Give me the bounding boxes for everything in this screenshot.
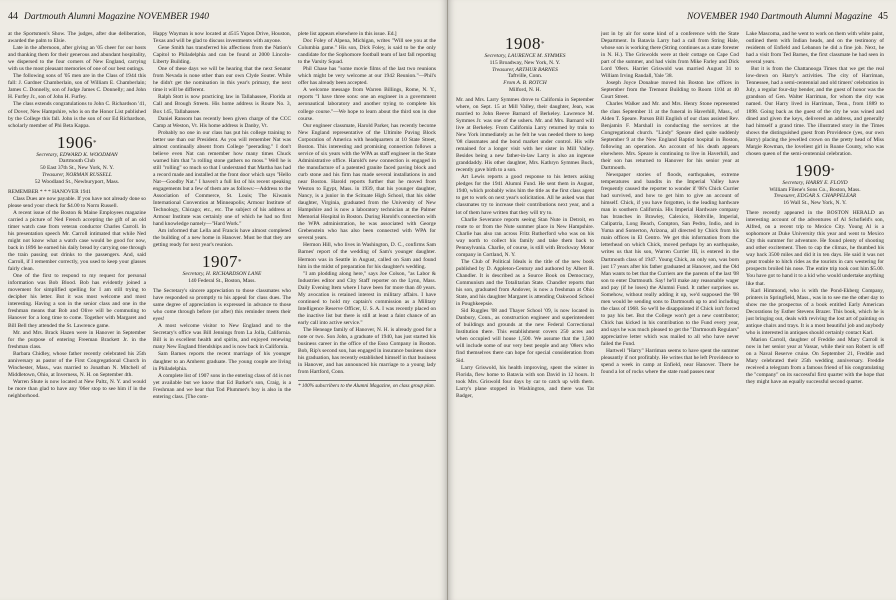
class-officer-line: Treasurer, NORMAN RUSSELL [42, 172, 112, 179]
class-officer-line: Secretary, LAURENCE M. SYMMES [484, 53, 566, 59]
class-officer-line: Dartmouth Club [59, 158, 95, 165]
class-heading [746, 162, 884, 207]
footnote: * 100% subscribers to the Alumni Magazine, on class group plan. [298, 380, 436, 390]
class-officer-line: Treasurer, EDGAR S. CHAPPELEAR [773, 193, 857, 200]
paragraph: Phil Chase has "some movie films of the last two reunions which might be very welcome at our 1942 Reunion."—Phil's offer has already been accepted. [298, 66, 436, 87]
paragraph: The following sons of '05 men are in the Class of 1944 this fall: J. Gardner Chamberlain, son of William E. Chamberlain; James C. Donnelly, son of Judge James C. Donnelly; and John H. Furfey Jr., son of John H. Furfey. [8, 73, 146, 101]
paragraph: Sam Barnes reports the recent marriage of his younger daughter to an Amherst graduate. The young couple are living in Philadelphia. [153, 351, 291, 372]
paragraph: Gene Smith has transferred his affections from the Nation's Capitol to Philadelphia and can be found at 2000 Lincoln-Liberty Building. [153, 45, 291, 66]
column-5 [601, 31, 739, 600]
class-year [8, 134, 146, 152]
class-officer-line: Taftville, Conn. [507, 73, 543, 80]
paragraph: "I am plodding along here," says Joe Colson, "as Labor & Industries editor and City Staff reporter on the Lynn, Mass. Daily Evening Item where I have been for more than 40 years. My avocation is retained interest in military affairs. I have continued to hold my captain's commission as a Military Intelligence Reserve Officer, U. S. A. I was recently placed on the inactive list but there is still at least a faint chance of an early call into active service." [298, 270, 436, 326]
class-officer-line: Secretary, EDWARD K. WOODMAN [36, 151, 118, 158]
subscriber-star: * [93, 138, 97, 147]
paragraph: There recently appeared in the BOSTON HERALD an interesting account of the adventures of Al Schofield's son, Alfred, on a recent trip to Mexico City. Young Al is a sophomore at Duke University this year and went to Mexico City this summer for adventure. He found plenty of shooting and other excitement. Then to cap the climax, he thumbed his way back 3500 miles and did it in ten days. He said it was not great trouble to hitch rides as the tourists in cars westering for prospects broiled his nose. The entire trip took cost him $5.00. You have got to hand it to a kid who would undertake anything like that. [746, 210, 884, 287]
right-page-title: NOVEMBER 1940 Dartmouth Alumni Magazine [686, 12, 872, 22]
paragraph: The Heneage family of Hanover, N. H. is already good for a note or two. Son John, a graduate of 1940, has just started his business career in the office of the Esso Company in Boston. Bob, Rip's second son, has engaged in insurance business since his graduation, has recently established himself in that business in Hanover, and has announced his marriage to a young lady from Hartford, Conn. [298, 326, 436, 376]
left-page-number: 44 [8, 11, 18, 22]
paragraph: Joseph Joyce Donahue moved his Boston law offices in September from the Tremont Building to Room 1104 at 40 Court Street. [601, 80, 739, 101]
subscriber-star: * [831, 166, 835, 175]
paragraph: plete list appears elsewhere in this issue. Ed.] [298, 31, 397, 37]
paragraph: But it is from the Chattanooga Times that we get the real low-down on Harry's activities. The city of Harriman, Tennessee, had a semi-centennial and old timers' celebration in July, a regular four-day bender, and the guest of honor was the grandson of Gen. Walter Harriman, for whom the city was named. Our Harry lived in Harriman, Tenn., from 1889 to 1898. Going back as the guest of the city he was wined and dined and given the keys, delivered an address, and generally had himself a grand time. The illustrated story in the Times shows the distinguished guest from Providence (yes, our own Harry) placing the jewelled crown on the pretty head of Miss Margie Rowman, the loveliest girl in Roane County, who was chosen queen of the semi-centennial celebration. [746, 66, 884, 157]
paragraph: Mr. and Mrs. Brack Hazen were in Hanover in September for the purpose of entering Freeman Brackett Jr. in the freshman class. [8, 329, 146, 350]
class-officer-line: 115 Broadway, New York, N. Y. [489, 59, 561, 66]
column-2 [153, 31, 291, 600]
paragraph: Karl Himmond, who is with the Pond-Ekberg Company, printers in Springfield, Mass., was in to see me the other day to show me the prospectus of a book entitled Early American Decorations by Esther Stevens Brazer. This book, which he is just bringing out, deals with reviving the lost art of painting on antique chairs and trays. It is a most beautiful job and anybody who is interested in antiques should certainly contact Karl. [746, 287, 884, 336]
class-heading [456, 35, 594, 94]
class-officer-line: Secretary, HARRY E. FLOYD [782, 179, 848, 186]
paragraph: Hartwell "Harry" Harriman seems to have spent the summer pleasantly if not profitably. He writes that he left Providence to spend a week in camp at Enfield, near Hanover. There he found a lot of rocks where the state road passes near [601, 348, 739, 376]
class-heading [153, 253, 291, 285]
class-year-number: 1908 [505, 34, 541, 53]
subscriber-star: * [541, 40, 545, 48]
class-officer-line: 50 East 37th St., New York, N. Y. [40, 165, 114, 172]
paragraph: Charlie Severance reports seeing Stan Nute in Detroit, en route to or from the Nute summer place in New Hampshire. Charlie has also ran across Fritz Rutherford who was on his way north to collect his family and take them back to Pennsylvania. Charlie, of course, is still with Brockway Motor company in Cortland, N. Y. [456, 216, 594, 258]
paragraph: Am informed that Lella and Francis have almost completed the building of a new home in Hanover. Must be that they are getting ready for next year's reunion. [153, 228, 291, 249]
paragraph: Our engineer classmate, Harold Parker, has recently become New England representative of the Ultimite Paving Block Corporation of America with headquarters at 10 State Street, Boston. This interesting and promising connection follows a service of six years with the WPA as staff engineer in the State Administrative office. Harold's new connection is engaged in the manufacture of a patented granite faced paving block and curb stone and his firm has made several installations in and near Boston. Harold reports further that he moved from Weston to Egypt, Mass. in 1939, that his younger daughter, Nancy, is a junior in the Scituate High School, that his older daughter, Virginia, graduated from the University of New Hampshire and is now a laboratory technician at the Palmer Memorial Hospital in Boston. During Harold's connection with the WPA administration, he was associated with George Grebenstein who has also been connected with WPA for several years. [298, 122, 436, 242]
paragraph: The Club of Political Ideals is the title of the new book published by D. Appleton-Century and authored by Albert R. Chandler. It is described as a Source Book on Democracy, Communism and the Totalitarian State. Chandler reports that his son, graduated from Andover, is now a freshman at Ohio State, and his daughter Margaret is attending Oakwood School in Poughkeepsie. [456, 258, 594, 308]
right-columns [456, 31, 888, 600]
class-year [456, 35, 594, 53]
paragraph: Barbara Chidley, whose father recently celebrated his 25th anniversary as pastor of the First Congregational Church in Winchester, Mass., was married to Jonathan N. Mitchell of Middletown, Ohio, at Inverness, N. H. on September 4th. [8, 350, 146, 378]
left-columns [8, 31, 439, 600]
paragraph: Doc Foley of Alpena, Michigan, writes "Will see you at the Columbia game." His son, Dick Foley, is said to be the only candidate for the Sophomore football team of last fall reporting to the Varsity Squad. [298, 38, 436, 66]
subscriber-star: * [238, 258, 242, 267]
paragraph: A recent issue of the Boston & Maine Employees magazine carried a picture of Ned French accepting the gift of an old timer watch case from veteran conductor Charles Carroll. In his presentation speech Mr. Carroll intimated that while Ned might not know what a watch case would be good for now, back in 1896 he earned his daily bread by carrying one through the train passing out drinks to the passengers. And, said Carroll, if I remember correctly, you used to keep your glasses fairly clean. [8, 209, 146, 273]
paragraph: One of these days we will be hearing that the next Senator from Nevada is none other than our own Clyde Souter. While he didn't get the nomination in this year's primary, the next time it will be different. [153, 66, 291, 94]
class-year-number: 1909 [795, 160, 831, 180]
class-officer-line: From A. B. ROTCH [503, 80, 547, 87]
paragraph: Lake Mascoma, and he went to work on them with white paint, outlined them with Indian heads, and on the testimony of residents of Enfield and Lebanon he did a fine job. Next, he had a visit from Ted Barnes, the first classmate he had seen in several years. [746, 31, 884, 66]
right-page-number: 45 [878, 11, 888, 22]
paragraph: just in by air for some kind of a conference with the State Department. In Batavia Larry had a call from String Hale, whose son is working there (String continues as a state forester in N. H.). The Griswolds were at their cottage on Cape Cod part of the summer, and had visits from Mike Farley and Dick Lord '09ers. Harriet Griswold was married August 31 to William Irving Randall, Yale '38. [601, 31, 739, 80]
paragraph: Charles Walker and Mr. and Mrs. Henry Stone represented the class September 11 at the funeral in Haverhill, Mass., of Alden T. Speare. Parson Bill English of our class assisted Rev. Benjamin F. Marshall in conducting the services at the Congregational church. "Lindy" Speare died quite suddenly September 9 at the New England Baptist hospital in Boston, following an operation. An account of his death appears elsewhere. Mrs. Speare is continuing to live in Haverhill, and their son has returned to Hanover for his senior year at Dartmouth. [601, 101, 739, 171]
paragraph: Ralph Stott is now practicing law in Tallahassee, Florida at Call and Brough Streets. His home address is Route No. 3, Box 145, Tallahassee. [153, 94, 291, 115]
paragraph: Larry Griswold, his health improving, spent the winter in Florida, flew home to Batavia with son David in 12 hours. It took Mrs. Griswold four days by car to catch up with them. Larry's plane stopped in Washington, and there was Tat Badger, [456, 364, 594, 399]
paragraph: Mr. and Mrs. Larry Symmes drove to California in September where, on Sept. 15 at Mill Valley, their daughter, Jean, was married to John Reeve Barnard of Berkeley. Lawrence M. Symmes Jr. was one of the ushers. Mr. and Mrs. Barnard will live at Berkeley. From California Larry returned by train to New York immediately as he felt he was needed there to keep '08 classmates and the bond market under control. His wife remained for a longer visit with her sister in Mill Valley. Besides being a new father-in-law Larry is also an ingenue granddaddy. His other daughter, Mrs. Kathryn Symmes Buck, recently gave birth to a son. [456, 96, 594, 174]
paragraph: Hermon Hill, who lives in Washington, D. C., confirms Sam Barnes' report of the wedding of Sam's younger daughter. Hermon was in Seattle in August, called on Sam and found him in the midst of preparation for his daughter's wedding. [298, 242, 436, 270]
paragraph: Art Lewis reports a good response to his letters asking pledges for the 1941 Alumni Fund. He sent them in August, 1940, which probably wins him the title as the first class agent to get to work on next year's solicitation. All he asked was that classmates try to increase their contributions next year, and a lot of them have written that they will try to. [456, 174, 594, 216]
paragraph: One of the first to respond to my request for personal information was Bob Blood. Bob has evidently joined a movement for simplified spelling for I am still trying to decipher his letter. But it was most welcome and most interesting. Having a son in the senior class and one in the freshman means that Bob and Olive will be commuting to Hanover for a long time to come. Together with Margaret and Bill Bell they attended the St. Lawrence game. [8, 273, 146, 329]
paragraph: The class extends congratulations to John C. Richardson '41, of Dover, New Hampshire, who is on the Honor List published by the College this fall. John is the son of our Ed Richardson, scholarly member of Phi Beta Kappa. [8, 101, 146, 129]
class-officer-line: 16 Wall St., New York, N. Y. [783, 200, 847, 207]
paragraph: Marion Carroll, daughter of Freddie and Mary Carroll is now in her senior year at Vassar, while their son Robert is off on a Naval Reserve cruise. On September 21, Freddie and Mary celebrated their 25th wedding anniversary. Freddie received a telegram from a famous friend of his congratulating the "company" on its successful first quarter with the hope that they might have an equally successful second quarter. [746, 336, 884, 386]
paragraph: Newspaper stories of floods, earthquakes, extreme temperatures and bandits in the Imperial Valley have frequently caused the reporter to wonder if '08's Chick Currier had survived, and how to get him to give an account of himself. Chick, if you have forgotten, is the leading hardware man in southern California. His Imperial Hardware company has branches in Brawley, Calexico, Holtville, Imperial, Calipatria, Long Beach, Compton, San Pedro, Indio, and in Yuma and Somerton, Arizona, all directed by Chick from his main offices in El Centro. We get this information from the letterhead on which Chick, moved perhaps by an earthquake, writes us that his son, Warren Currier III, is entered in the Dartmouth class of 1947. Young Chick, an only son, was born just 17 years after his father graduated at Hanover, and the Old Man wants to bet that the Curriers are the parents of the last '08 son to enter Dartmouth. Say! he'll make any reasonable wager and pay (if he loses) the Alumni Fund. It rather surprises us. Somehow, without really adding it up, we'd supposed the '08 men would be sending sons to Dartmouth up to and including the class of 1968. So we'll be disappointed if Chick isn't forced to pay his bet. But the College won't get a new contributor; Chick has kicked in his contribution to the Fund every year, and says he was much pleased to get the "Dartmouth Regulars" appreciative letter which was mailed to all who have never failed the Fund. [601, 171, 739, 348]
paragraph: The Secretary's sincere appreciation to those classmates who have responded so promptly to his appeal for class dues. The same degree of appreciation is expressed in advance to those who come through before (or after) this reminder meets their eyes! [153, 288, 291, 323]
column-4 [456, 31, 594, 600]
right-running-head [456, 11, 888, 25]
left-running-head [8, 11, 439, 25]
paragraph: A complete list of 1907 sons in the entering class of 44 is not yet available but we know that Ed Barker's son, Craig, is a Freshman and we hear that Tod Plummer's boy is also in the entering class. [The com- [153, 372, 291, 400]
class-officer-line: William Filene's Sons Co., Boston, Mass. [769, 186, 861, 193]
class-officer-line: 52 Woodland St., Newburyport, Mass. [34, 178, 120, 185]
column-6 [746, 31, 884, 600]
paragraph: Sid Ruggles '08 and Thayer School '09, is now located in Danbury, Conn., as construction engineer and superintendent of buildings and grounds at the new Federal Correctional Institution there. This establishment covers 250 acres and when occupied will house 1,500. We assume that the 1,500 will include some of our very best people and any '08ers who find themselves there can hope for special consideration from Sid. [456, 308, 594, 364]
column-1 [8, 31, 146, 600]
class-heading [8, 134, 146, 186]
paragraph: Class Dues are now payable. If you have not already done so please send your check for $4.00 to Norm Russell. [8, 195, 146, 209]
paragraph: A most welcome visitor to New England and to the Secretary's office was Bill Jennings from La Jolla, California. Bill is in excellent health and spirits, and enjoyed renewing many New England friendships and is now back in California. [153, 323, 291, 351]
paragraph: REMEMBER * * * HANOVER 1941 [8, 188, 91, 195]
right-page [448, 0, 896, 600]
paragraph: Happy Wayman is now located at 4515 Yupon Drive, Houston, Texas and will be glad to discuss investments with anyone. [153, 31, 291, 45]
class-officer-line: Secretary, H. RICHARDSON LANE [182, 271, 262, 278]
paragraph: Daniel Ransom has recently been given charge of the CCC Camp at Weston, Vt. His home address is Danby, Vt. [153, 115, 291, 129]
left-page-title: Dartmouth Alumni Magazine NOVEMBER 1940 [24, 12, 210, 22]
paragraph: Late in the afternoon, after giving an '05 cheer for our hosts and thanking them for their generous and abundant hospitality, we dispersed to the four corners of New England, carrying with us the most pleasant memories of one of our best outings. [8, 45, 146, 73]
class-year-number: 1906 [57, 132, 93, 152]
paragraph: Probably no one in our class has put his college training to better use than our President. As you will remember Nat was almost continually absent from College "peerading." I don't believe even Nat can remember how many times Chuck warned him that "a rolling stone gathers no moss." Well he is still "rolling" so much so that I understand that Martha has had a record made and installed at the front door which says "Hello Nat—Goodby Nat." I haven't a full list of his recent speaking engagements but a few of them are as follows:—Address to the Association of Commerce, St. Louis; The Kiwanis International Convention at Minneapolis; Armour Institute of Technology, Chicago; etc., etc. The subject of his address at Armour Institute was certainly one of which he had no first hand knowledge namely—"Hard Work." [153, 129, 291, 228]
paragraph: at the Sportsmen's Show. The judges, after due deliberation, awarded the palm to Elsie. [8, 31, 146, 45]
class-year [153, 253, 291, 271]
column-3 [298, 31, 436, 600]
class-officer-line: Treasurer, ARTHUR BARNES [492, 66, 558, 73]
paragraph: A welcome message from Warren Billings, Rome, N. Y., reports "I have three sons: one an engineer in a government aeronautical laboratory and another trying to complete his college course."—We hope to learn about the third son in due course. [298, 87, 436, 122]
class-officer-line: 140 Federal St., Boston, Mass. [188, 278, 256, 285]
class-year [746, 162, 884, 180]
paragraph: Warren Shute is now located at New Paltz, N. Y. and would be more than glad to have any '06er stop to see him if in the neighborhood. [8, 378, 146, 399]
class-year-number: 1907 [202, 252, 238, 272]
class-officer-line: Milford, N. H. [509, 86, 541, 93]
